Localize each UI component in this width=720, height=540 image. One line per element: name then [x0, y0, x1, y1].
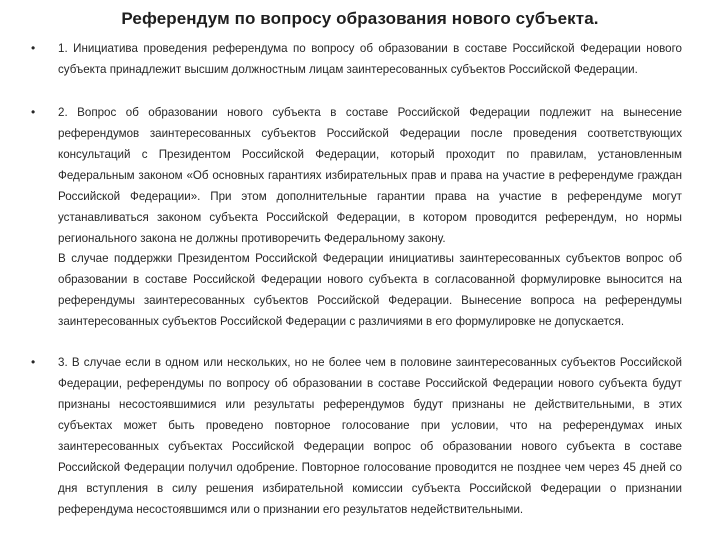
bullet-marker: • [31, 355, 36, 369]
paragraph-2: 2. Вопрос об образовании нового субъекта в составе Российской Федерации подлежит на вынесение референдумов заинтересованных субъектов Российской Федерации после проведения соответствующих консультаций с Президентом Российской Федерации, который проходит по правилам, установленным Федеральным законом «Об основных гарантиях избирательных прав и права на участие в референдуме граждан Российской Федерации». При этом дополнительные гарантии права на участие в референдуме могут устанавливаться законом субъекта Российской Федерации, в котором проводится референдум, но нормы регионального закона не должны противоречить Федеральному закону. [58, 106, 682, 245]
paragraph-2-continuation: В случае поддержки Президентом Российской Федерации инициативы заинтересованных субъектов вопрос об образовании в составе Российской Федерации нового субъекта в согласованной формулировке выносится на референдумы заинтересованных субъектов Российской Федерации. Вынесение вопроса на референдумы заинтересованных субъектов Российской Федерации с различиями в его формулировке не допускается. [58, 252, 682, 328]
slide-title: Референдум по вопросу образования нового субъекта. [121, 9, 599, 28]
paragraph-1: 1. Инициатива проведения референдума по вопросу об образовании в составе Российской Федерации нового субъекта принадлежит высшим должностным лицам заинтересованных субъектов Российской Федерации. [58, 42, 682, 76]
paragraph-3: 3. В случае если в одном или нескольких, но не более чем в половине заинтересованных субъектов Российской Федерации, референдумы по вопросу об образовании в составе Российской Федерации нового субъекта будут признаны несостоявшимися или результаты референдумов будут признаны не действительными, в этих субъектах может быть проведено повторное голосование при условии, что на референдумах иных заинтересованных субъектах Российской Федерации вопрос об образовании нового субъекта в составе Российской Федерации получил одобрение. Повторное голосование проводится не позднее чем через 45 дней со дня вступления в силу решения избирательной комиссии субъекта Российской Федерации о признании референдума несостоявшимся или о признании его результатов недействительными. [58, 356, 682, 516]
bullet-marker: • [31, 105, 36, 119]
bullet-marker: • [31, 41, 36, 55]
